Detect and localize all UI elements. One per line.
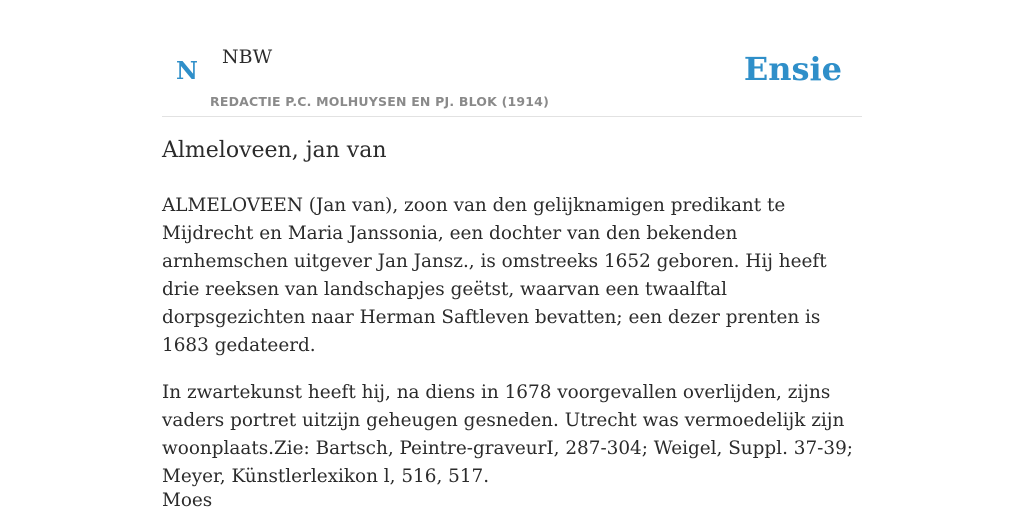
source-header [162,40,862,117]
source-subtitle: REDACTIE P.C. MOLHUYSEN EN PJ. BLOK (1914) [210,94,549,109]
page-title: Almeloveen, jan van [162,138,387,163]
article-body [162,192,864,510]
ensie-brand-link[interactable]: Ensie [743,50,842,88]
source-logo-icon: N [176,56,198,85]
article-paragraph: In zwartekunst heeft hij, na diens in 1678 voorgevallen overlijden, zijns vaders portret uitzijn geheugen gesneden. Utrecht was vermoedelijk zijn woonplaats.Zie: Bartsch, Peintre-graveurI, 287-304; Weigel, Suppl. 37-39; Meyer, Künstlerlexikon l, 516, 517. [162,382,853,487]
article-paragraph: ALMELOVEEN (Jan van), zoon van den gelijknamigen predikant te Mijdrecht en Maria Janssonia, een dochter van den bekenden arnhemschen uitgever Jan Jansz., is omstreeks 1652 geboren. Hij heeft drie reeksen van landschapjes geëtst, waarvan een twaalftal dorpsgezichten naar Herman Saftleven bevatten; een dezer prenten is 1683 gedateerd. [162,195,827,356]
source-name[interactable]: NBW [222,46,273,68]
article-author: Moes [162,490,213,511]
